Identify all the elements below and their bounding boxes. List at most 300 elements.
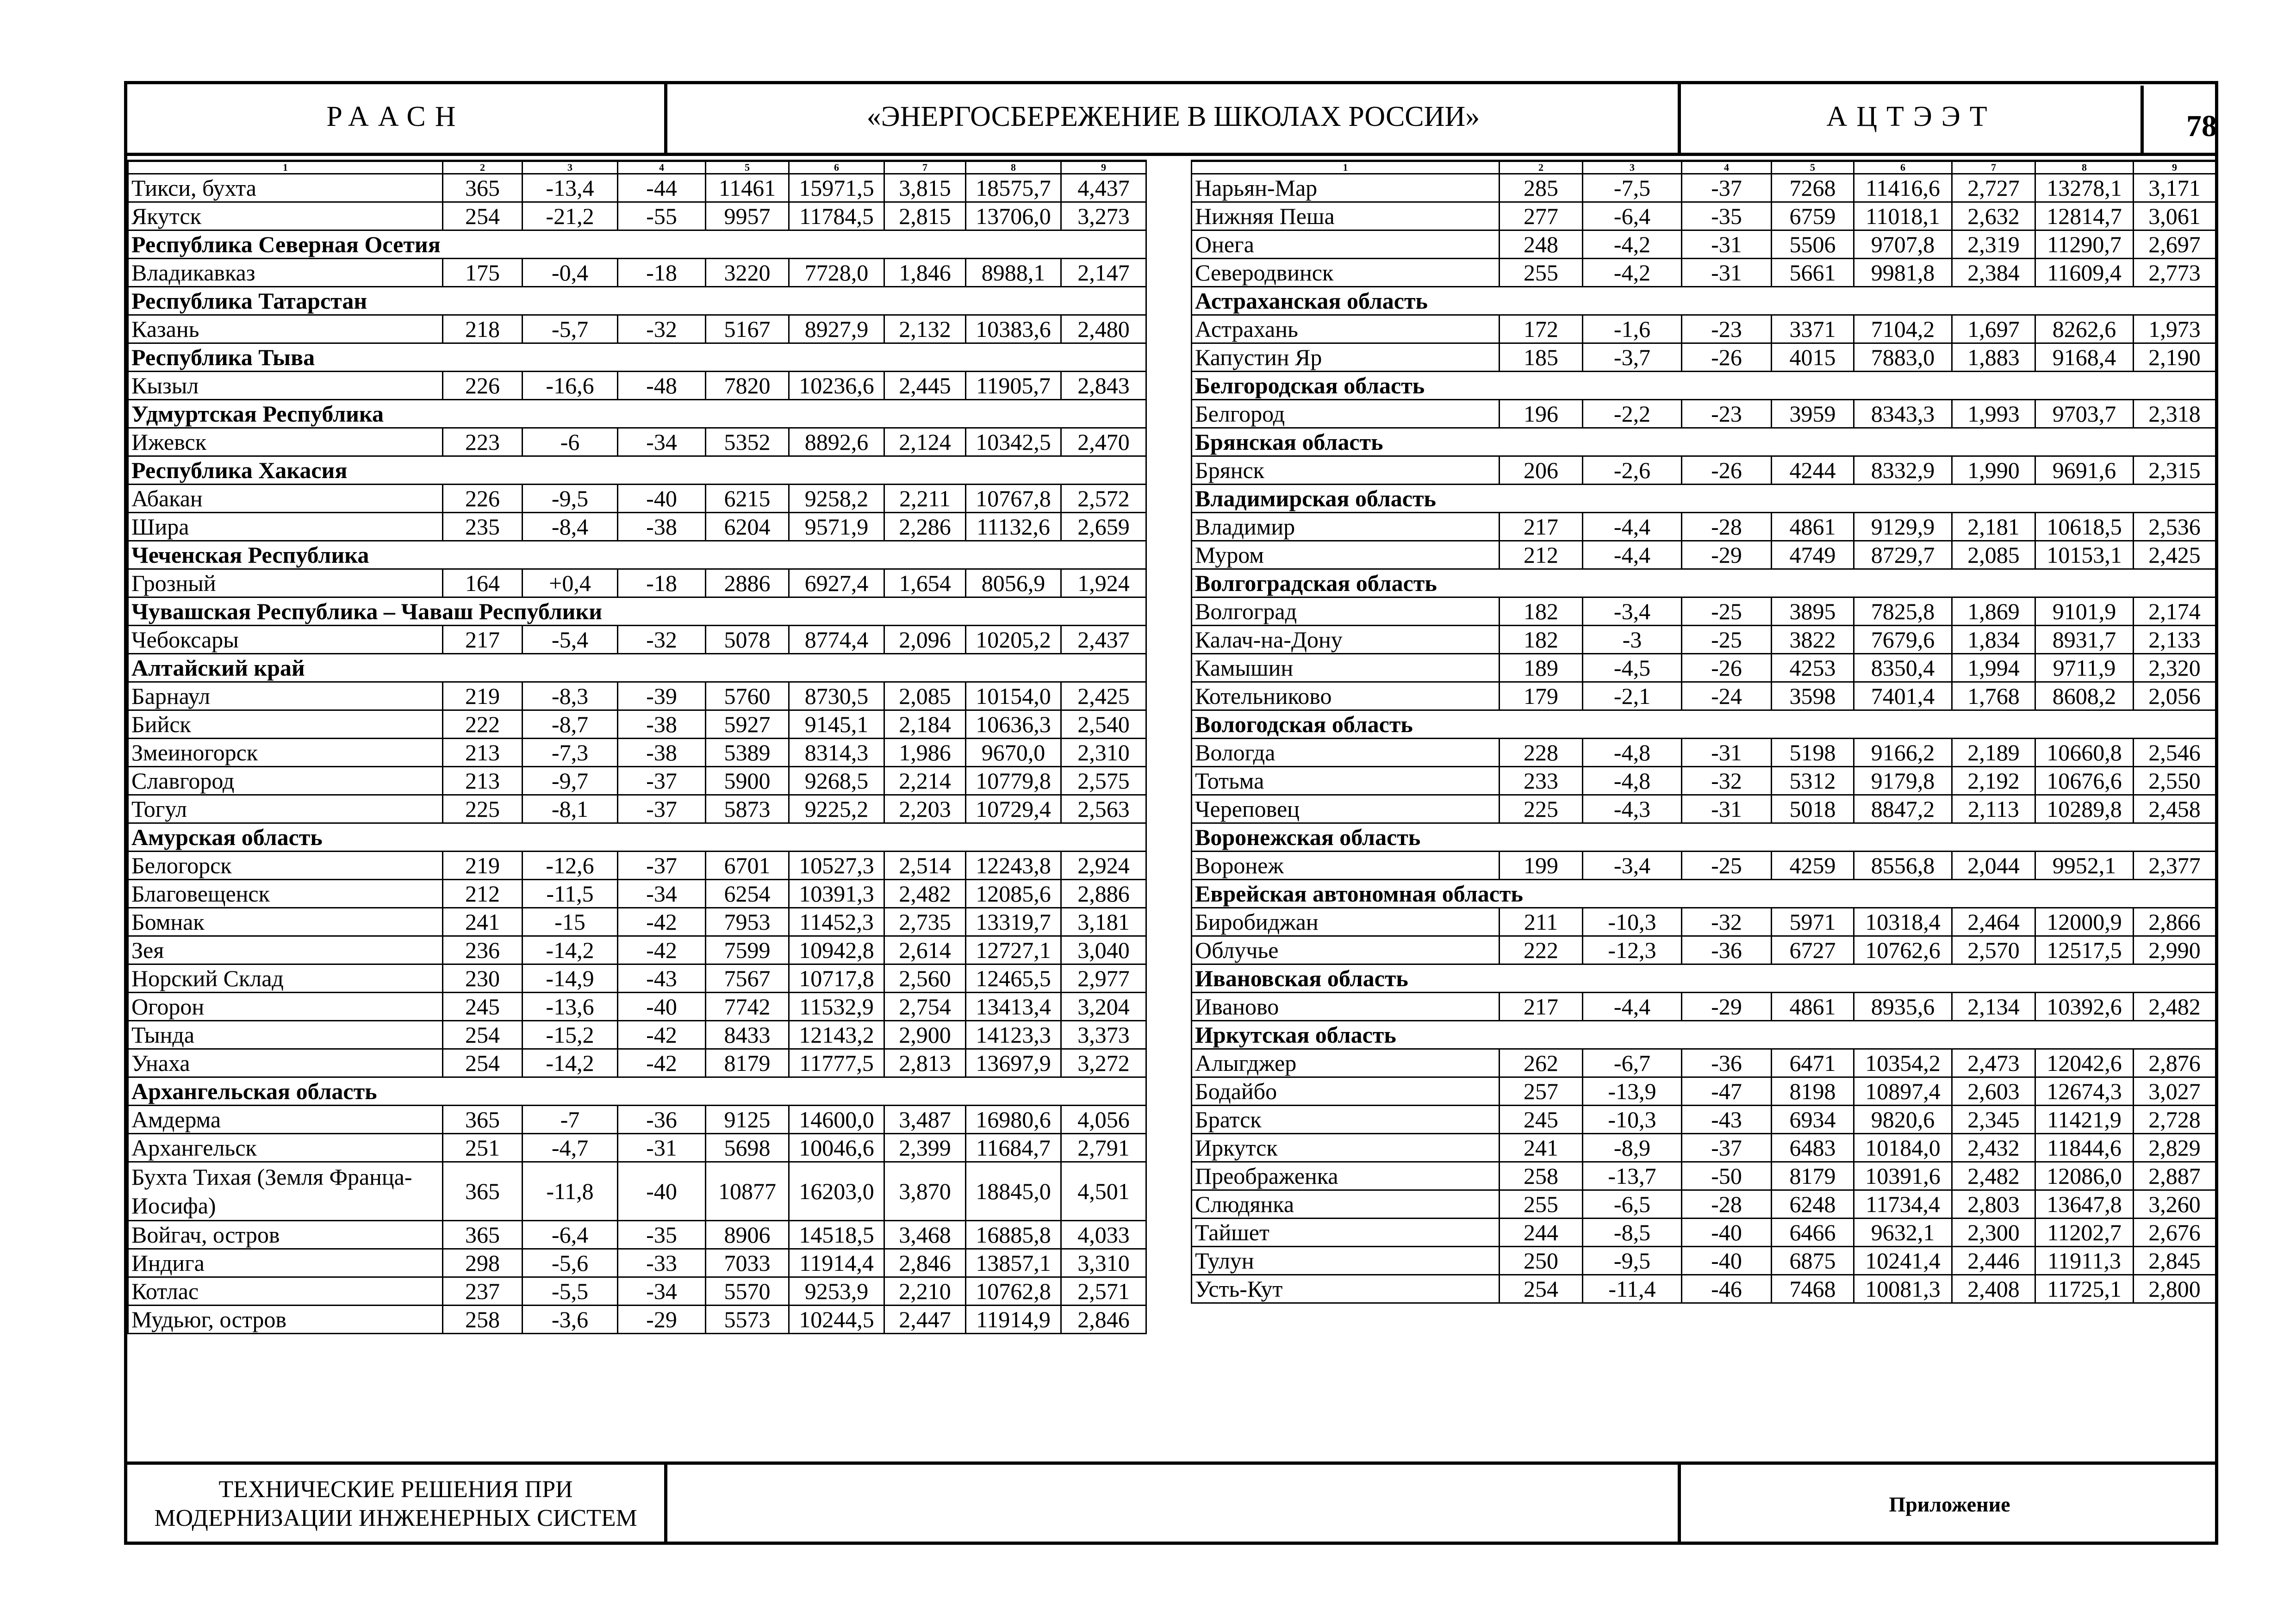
value-cell: 11290,7 [2035, 230, 2134, 259]
value-cell: 3,815 [884, 174, 966, 202]
value-cell: 4,056 [1061, 1106, 1146, 1134]
value-cell: 2,563 [1061, 795, 1146, 823]
region-name: Удмуртская Республика [128, 400, 1146, 428]
value-cell: 10762,6 [1854, 936, 1952, 964]
value-cell: -25 [1682, 597, 1772, 626]
value-cell: 2,570 [1952, 936, 2035, 964]
header-divider-3 [2140, 86, 2144, 155]
value-cell: -44 [618, 174, 706, 202]
column-number: 2 [1500, 161, 1583, 174]
city-name: Калач-на-Дону [1192, 626, 1500, 654]
value-cell: 2,473 [1952, 1049, 2035, 1077]
value-cell: -14,2 [523, 936, 618, 964]
value-cell: 2,132 [884, 315, 966, 343]
value-cell: 5900 [706, 767, 789, 795]
value-cell: 7953 [706, 908, 789, 936]
value-cell: 9957 [706, 202, 789, 230]
value-cell: 12243,8 [966, 852, 1061, 880]
value-cell: 2,924 [1061, 852, 1146, 880]
value-cell: 2,085 [1952, 541, 2035, 569]
table-row [128, 852, 1146, 880]
city-name: Усть-Кут [1192, 1275, 1500, 1303]
value-cell: 13319,7 [966, 908, 1061, 936]
value-cell: 7268 [1772, 174, 1854, 202]
value-cell: 8730,5 [789, 682, 884, 710]
region-name: Республика Тыва [128, 343, 1146, 372]
value-cell: 2,464 [1952, 908, 2035, 936]
value-cell: 3,027 [2134, 1077, 2216, 1106]
value-cell: -38 [618, 739, 706, 767]
value-cell: 4861 [1772, 513, 1854, 541]
value-cell: 7728,0 [789, 259, 884, 287]
region-row [1192, 569, 2216, 597]
value-cell: -2,2 [1583, 400, 1682, 428]
footer-appendix-label: Приложение [1889, 1492, 2010, 1516]
value-cell: -42 [618, 1021, 706, 1049]
value-cell: 7742 [706, 993, 789, 1021]
value-cell: 2,482 [1952, 1162, 2035, 1190]
value-cell: 7033 [706, 1249, 789, 1277]
value-cell: 7401,4 [1854, 682, 1952, 710]
region-name: Иркутская область [1192, 1021, 2216, 1049]
table-row [128, 202, 1146, 230]
value-cell: 7825,8 [1854, 597, 1952, 626]
city-name: Барнаул [128, 682, 443, 710]
value-cell: 2,603 [1952, 1077, 2035, 1106]
value-cell: 3,373 [1061, 1021, 1146, 1049]
city-name: Иваново [1192, 993, 1500, 1021]
header-divider [124, 153, 2218, 156]
value-cell: 12042,6 [2035, 1049, 2134, 1077]
value-cell: 226 [443, 485, 523, 513]
value-cell: 3,272 [1061, 1049, 1146, 1077]
value-cell: 9820,6 [1854, 1106, 1952, 1134]
value-cell: -14,2 [523, 1049, 618, 1077]
value-cell: 2,728 [2134, 1106, 2216, 1134]
table-row [128, 1306, 1146, 1334]
value-cell: 2,571 [1061, 1277, 1146, 1306]
value-cell: 1,654 [884, 569, 966, 597]
value-cell: -4,7 [523, 1134, 618, 1162]
city-name: Бомнак [128, 908, 443, 936]
value-cell: 2,815 [884, 202, 966, 230]
table-row [128, 259, 1146, 287]
value-cell: 2,754 [884, 993, 966, 1021]
value-cell: -32 [618, 626, 706, 654]
value-cell: 13857,1 [966, 1249, 1061, 1277]
value-cell: 257 [1500, 1077, 1583, 1106]
value-cell: 2,676 [2134, 1219, 2216, 1247]
column-number: 1 [128, 161, 443, 174]
value-cell: 10877 [706, 1162, 789, 1221]
table-row [1192, 767, 2216, 795]
table-row [128, 1106, 1146, 1134]
value-cell: 9225,2 [789, 795, 884, 823]
value-cell: 196 [1500, 400, 1583, 428]
footer-divider-2 [1678, 1461, 1681, 1545]
value-cell: -26 [1682, 654, 1772, 682]
value-cell: 2,540 [1061, 710, 1146, 739]
city-name: Нарьян-Мар [1192, 174, 1500, 202]
value-cell: 9166,2 [1854, 739, 1952, 767]
value-cell: -34 [618, 428, 706, 456]
value-cell: 8729,7 [1854, 541, 1952, 569]
value-cell: -3,6 [523, 1306, 618, 1334]
value-cell: 2,192 [1952, 767, 2035, 795]
value-cell: -31 [1682, 739, 1772, 767]
value-cell: 254 [1500, 1275, 1583, 1303]
value-cell: 11132,6 [966, 513, 1061, 541]
value-cell: 2,800 [2134, 1275, 2216, 1303]
value-cell: 2,866 [2134, 908, 2216, 936]
table-left-body [128, 161, 1146, 1334]
city-name: Воронеж [1192, 852, 1500, 880]
value-cell: 3959 [1772, 400, 1854, 428]
city-name: Казань [128, 315, 443, 343]
value-cell: 258 [443, 1306, 523, 1334]
footer-divider [124, 1461, 2218, 1465]
value-cell: 1,834 [1952, 626, 2035, 654]
region-name: Белгородская область [1192, 372, 2216, 400]
value-cell: 2,560 [884, 964, 966, 993]
region-row [1192, 1021, 2216, 1049]
value-cell: 219 [443, 852, 523, 880]
city-name: Череповец [1192, 795, 1500, 823]
city-name: Бухта Тихая (Земля Франца-Иосифа) [128, 1162, 443, 1221]
value-cell: 258 [1500, 1162, 1583, 1190]
value-cell: 10184,0 [1854, 1134, 1952, 1162]
value-cell: 11777,5 [789, 1049, 884, 1077]
value-cell: 11905,7 [966, 372, 1061, 400]
value-cell: 2,846 [884, 1249, 966, 1277]
value-cell: 8262,6 [2035, 315, 2134, 343]
value-cell: -28 [1682, 513, 1772, 541]
table-row [1192, 654, 2216, 682]
city-name: Тотьма [1192, 767, 1500, 795]
value-cell: -0,4 [523, 259, 618, 287]
value-cell: 7104,2 [1854, 315, 1952, 343]
value-cell: -38 [618, 513, 706, 541]
value-cell: 2,900 [884, 1021, 966, 1049]
value-cell: 6483 [1772, 1134, 1854, 1162]
value-cell: 2,096 [884, 626, 966, 654]
value-cell: 9101,9 [2035, 597, 2134, 626]
value-cell: 6204 [706, 513, 789, 541]
value-cell: -46 [1682, 1275, 1772, 1303]
city-name: Владикавказ [128, 259, 443, 287]
table-row [1192, 626, 2216, 654]
value-cell: -12,3 [1583, 936, 1682, 964]
value-cell: -29 [618, 1306, 706, 1334]
value-cell: 2,773 [2134, 259, 2216, 287]
value-cell: -13,4 [523, 174, 618, 202]
region-name: Республика Северная Осетия [128, 230, 1146, 259]
region-name: Вологодская область [1192, 710, 2216, 739]
value-cell: 9145,1 [789, 710, 884, 739]
table-row [128, 767, 1146, 795]
value-cell: 12465,5 [966, 964, 1061, 993]
table-row [128, 1049, 1146, 1077]
value-cell: -36 [1682, 1049, 1772, 1077]
city-name: Брянск [1192, 456, 1500, 485]
region-row [128, 343, 1146, 372]
region-row [128, 1077, 1146, 1106]
value-cell: 11018,1 [1854, 202, 1952, 230]
value-cell: 6727 [1772, 936, 1854, 964]
value-cell: 10717,8 [789, 964, 884, 993]
region-name: Волгоградская область [1192, 569, 2216, 597]
value-cell: -10,3 [1583, 908, 1682, 936]
value-cell: -11,5 [523, 880, 618, 908]
value-cell: 217 [1500, 513, 1583, 541]
value-cell: 9168,4 [2035, 343, 2134, 372]
region-row [128, 597, 1146, 626]
value-cell: 262 [1500, 1049, 1583, 1077]
value-cell: 2,203 [884, 795, 966, 823]
city-name: Зея [128, 936, 443, 964]
value-cell: 11911,3 [2035, 1247, 2134, 1275]
value-cell: -36 [618, 1106, 706, 1134]
table-row [128, 513, 1146, 541]
value-cell: -13,9 [1583, 1077, 1682, 1106]
value-cell: 9571,9 [789, 513, 884, 541]
value-cell: -9,7 [523, 767, 618, 795]
value-cell: -7,3 [523, 739, 618, 767]
city-name: Славгород [128, 767, 443, 795]
value-cell: 4,501 [1061, 1162, 1146, 1221]
footer-doc-title [127, 1465, 664, 1543]
value-cell: 1,883 [1952, 343, 2035, 372]
value-cell: 8198 [1772, 1077, 1854, 1106]
city-name: Онега [1192, 230, 1500, 259]
value-cell: 13278,1 [2035, 174, 2134, 202]
region-name: Воронежская область [1192, 823, 2216, 852]
value-cell: -13,7 [1583, 1162, 1682, 1190]
value-cell: 222 [443, 710, 523, 739]
table-row [128, 1221, 1146, 1249]
city-name: Архангельск [128, 1134, 443, 1162]
value-cell: -29 [1682, 993, 1772, 1021]
value-cell: -38 [618, 710, 706, 739]
value-cell: 14518,5 [789, 1221, 884, 1249]
value-cell: 2,572 [1061, 485, 1146, 513]
header-org-left: РААСН [326, 101, 465, 132]
value-cell: -37 [618, 767, 706, 795]
city-name: Абакан [128, 485, 443, 513]
value-cell: 5971 [1772, 908, 1854, 936]
value-cell: 2,727 [1952, 174, 2035, 202]
value-cell: 2,803 [1952, 1190, 2035, 1219]
region-name: Республика Татарстан [128, 287, 1146, 315]
value-cell: -4,4 [1583, 541, 1682, 569]
value-cell: -14,9 [523, 964, 618, 993]
value-cell: -35 [618, 1221, 706, 1249]
value-cell: 16203,0 [789, 1162, 884, 1221]
value-cell: 2,113 [1952, 795, 2035, 823]
value-cell: 225 [1500, 795, 1583, 823]
value-cell: 8433 [706, 1021, 789, 1049]
value-cell: -3,4 [1583, 597, 1682, 626]
value-cell: 2,614 [884, 936, 966, 964]
value-cell: -43 [1682, 1106, 1772, 1134]
value-cell: -6 [523, 428, 618, 456]
value-cell: -40 [618, 993, 706, 1021]
value-cell: 13706,0 [966, 202, 1061, 230]
city-name: Якутск [128, 202, 443, 230]
table-row [128, 485, 1146, 513]
table-row [1192, 908, 2216, 936]
column-number-row [1192, 161, 2216, 174]
value-cell: 182 [1500, 626, 1583, 654]
value-cell: 2,445 [884, 372, 966, 400]
value-cell: -23 [1682, 400, 1772, 428]
table-row [128, 936, 1146, 964]
value-cell: 1,990 [1952, 456, 2035, 485]
region-row [1192, 710, 2216, 739]
value-cell: 2,876 [2134, 1049, 2216, 1077]
value-cell: 8847,2 [1854, 795, 1952, 823]
value-cell: -5,5 [523, 1277, 618, 1306]
value-cell: -25 [1682, 852, 1772, 880]
value-cell: -9,5 [523, 485, 618, 513]
city-name: Мудьюг, остров [128, 1306, 443, 1334]
value-cell: 10236,6 [789, 372, 884, 400]
table-row [1192, 993, 2216, 1021]
value-cell: 241 [443, 908, 523, 936]
value-cell: -28 [1682, 1190, 1772, 1219]
region-name: Архангельская область [128, 1077, 1146, 1106]
value-cell: 18575,7 [966, 174, 1061, 202]
value-cell: 8556,8 [1854, 852, 1952, 880]
value-cell: -32 [1682, 908, 1772, 936]
region-row [128, 287, 1146, 315]
value-cell: -7,5 [1583, 174, 1682, 202]
value-cell: 8892,6 [789, 428, 884, 456]
value-cell: 2,550 [2134, 767, 2216, 795]
table-row [128, 1134, 1146, 1162]
value-cell: 235 [443, 513, 523, 541]
column-number: 3 [523, 161, 618, 174]
value-cell: 11452,3 [789, 908, 884, 936]
column-number-row [128, 161, 1146, 174]
value-cell: 6471 [1772, 1049, 1854, 1077]
value-cell: 2,990 [2134, 936, 2216, 964]
value-cell: 2,320 [2134, 654, 2216, 682]
value-cell: -21,2 [523, 202, 618, 230]
city-name: Братск [1192, 1106, 1500, 1134]
value-cell: 233 [1500, 767, 1583, 795]
table-row [1192, 852, 2216, 880]
value-cell: 213 [443, 767, 523, 795]
value-cell: 2,189 [1952, 739, 2035, 767]
value-cell: 9258,2 [789, 485, 884, 513]
region-name: Алтайский край [128, 654, 1146, 682]
city-name: Тулун [1192, 1247, 1500, 1275]
value-cell: 13413,4 [966, 993, 1061, 1021]
value-cell: 2,446 [1952, 1247, 2035, 1275]
value-cell: -8,5 [1583, 1219, 1682, 1247]
region-name: Чеченская Республика [128, 541, 1146, 569]
city-name: Бодайбо [1192, 1077, 1500, 1106]
table-row [128, 710, 1146, 739]
value-cell: 2,843 [1061, 372, 1146, 400]
table-row [128, 682, 1146, 710]
value-cell: 2,575 [1061, 767, 1146, 795]
value-cell: 8927,9 [789, 315, 884, 343]
value-cell: 2,408 [1952, 1275, 2035, 1303]
header-title: «ЭНЕРГОСБЕРЕЖЕНИЕ В ШКОЛАХ РОССИИ» [866, 101, 1480, 132]
city-name: Бийск [128, 710, 443, 739]
value-cell: 189 [1500, 654, 1583, 682]
value-cell: 226 [443, 372, 523, 400]
value-cell: 6927,4 [789, 569, 884, 597]
column-number: 5 [706, 161, 789, 174]
value-cell: -11,4 [1583, 1275, 1682, 1303]
column-number: 3 [1583, 161, 1682, 174]
value-cell: 12086,0 [2035, 1162, 2134, 1190]
value-cell: 11421,9 [2035, 1106, 2134, 1134]
value-cell: 2,886 [1061, 880, 1146, 908]
value-cell: 11609,4 [2035, 259, 2134, 287]
value-cell: 6759 [1772, 202, 1854, 230]
value-cell: 5570 [706, 1277, 789, 1306]
value-cell: 5760 [706, 682, 789, 710]
city-name: Иркутск [1192, 1134, 1500, 1162]
column-number: 7 [884, 161, 966, 174]
table-row [1192, 1077, 2216, 1106]
value-cell: 3,171 [2134, 174, 2216, 202]
value-cell: 3,040 [1061, 936, 1146, 964]
region-name: Еврейская автономная область [1192, 880, 2216, 908]
value-cell: 8343,3 [1854, 400, 1952, 428]
value-cell: -8,7 [523, 710, 618, 739]
value-cell: 7883,0 [1854, 343, 1952, 372]
value-cell: 5506 [1772, 230, 1854, 259]
value-cell: 5927 [706, 710, 789, 739]
value-cell: -4,4 [1583, 513, 1682, 541]
value-cell: 2,214 [884, 767, 966, 795]
value-cell: 10318,4 [1854, 908, 1952, 936]
value-cell: -50 [1682, 1162, 1772, 1190]
value-cell: 211 [1500, 908, 1583, 936]
value-cell: -9,5 [1583, 1247, 1682, 1275]
value-cell: 3,260 [2134, 1190, 2216, 1219]
table-row [1192, 174, 2216, 202]
value-cell: 2,377 [2134, 852, 2216, 880]
value-cell: 5018 [1772, 795, 1854, 823]
table-row [1192, 541, 2216, 569]
city-name: Северодвинск [1192, 259, 1500, 287]
value-cell: 4244 [1772, 456, 1854, 485]
value-cell: 2,791 [1061, 1134, 1146, 1162]
value-cell: -4,8 [1583, 767, 1682, 795]
value-cell: 7468 [1772, 1275, 1854, 1303]
value-cell: 7599 [706, 936, 789, 964]
table-row [128, 1249, 1146, 1277]
value-cell: 11461 [706, 174, 789, 202]
column-number: 2 [443, 161, 523, 174]
value-cell: 10676,6 [2035, 767, 2134, 795]
value-cell: 2,345 [1952, 1106, 2035, 1134]
value-cell: 2,133 [2134, 626, 2216, 654]
value-cell: 2,447 [884, 1306, 966, 1334]
table-row [1192, 259, 2216, 287]
value-cell: 12727,1 [966, 936, 1061, 964]
value-cell: -13,6 [523, 993, 618, 1021]
value-cell: 10391,3 [789, 880, 884, 908]
city-name: Благовещенск [128, 880, 443, 908]
value-cell: 245 [443, 993, 523, 1021]
